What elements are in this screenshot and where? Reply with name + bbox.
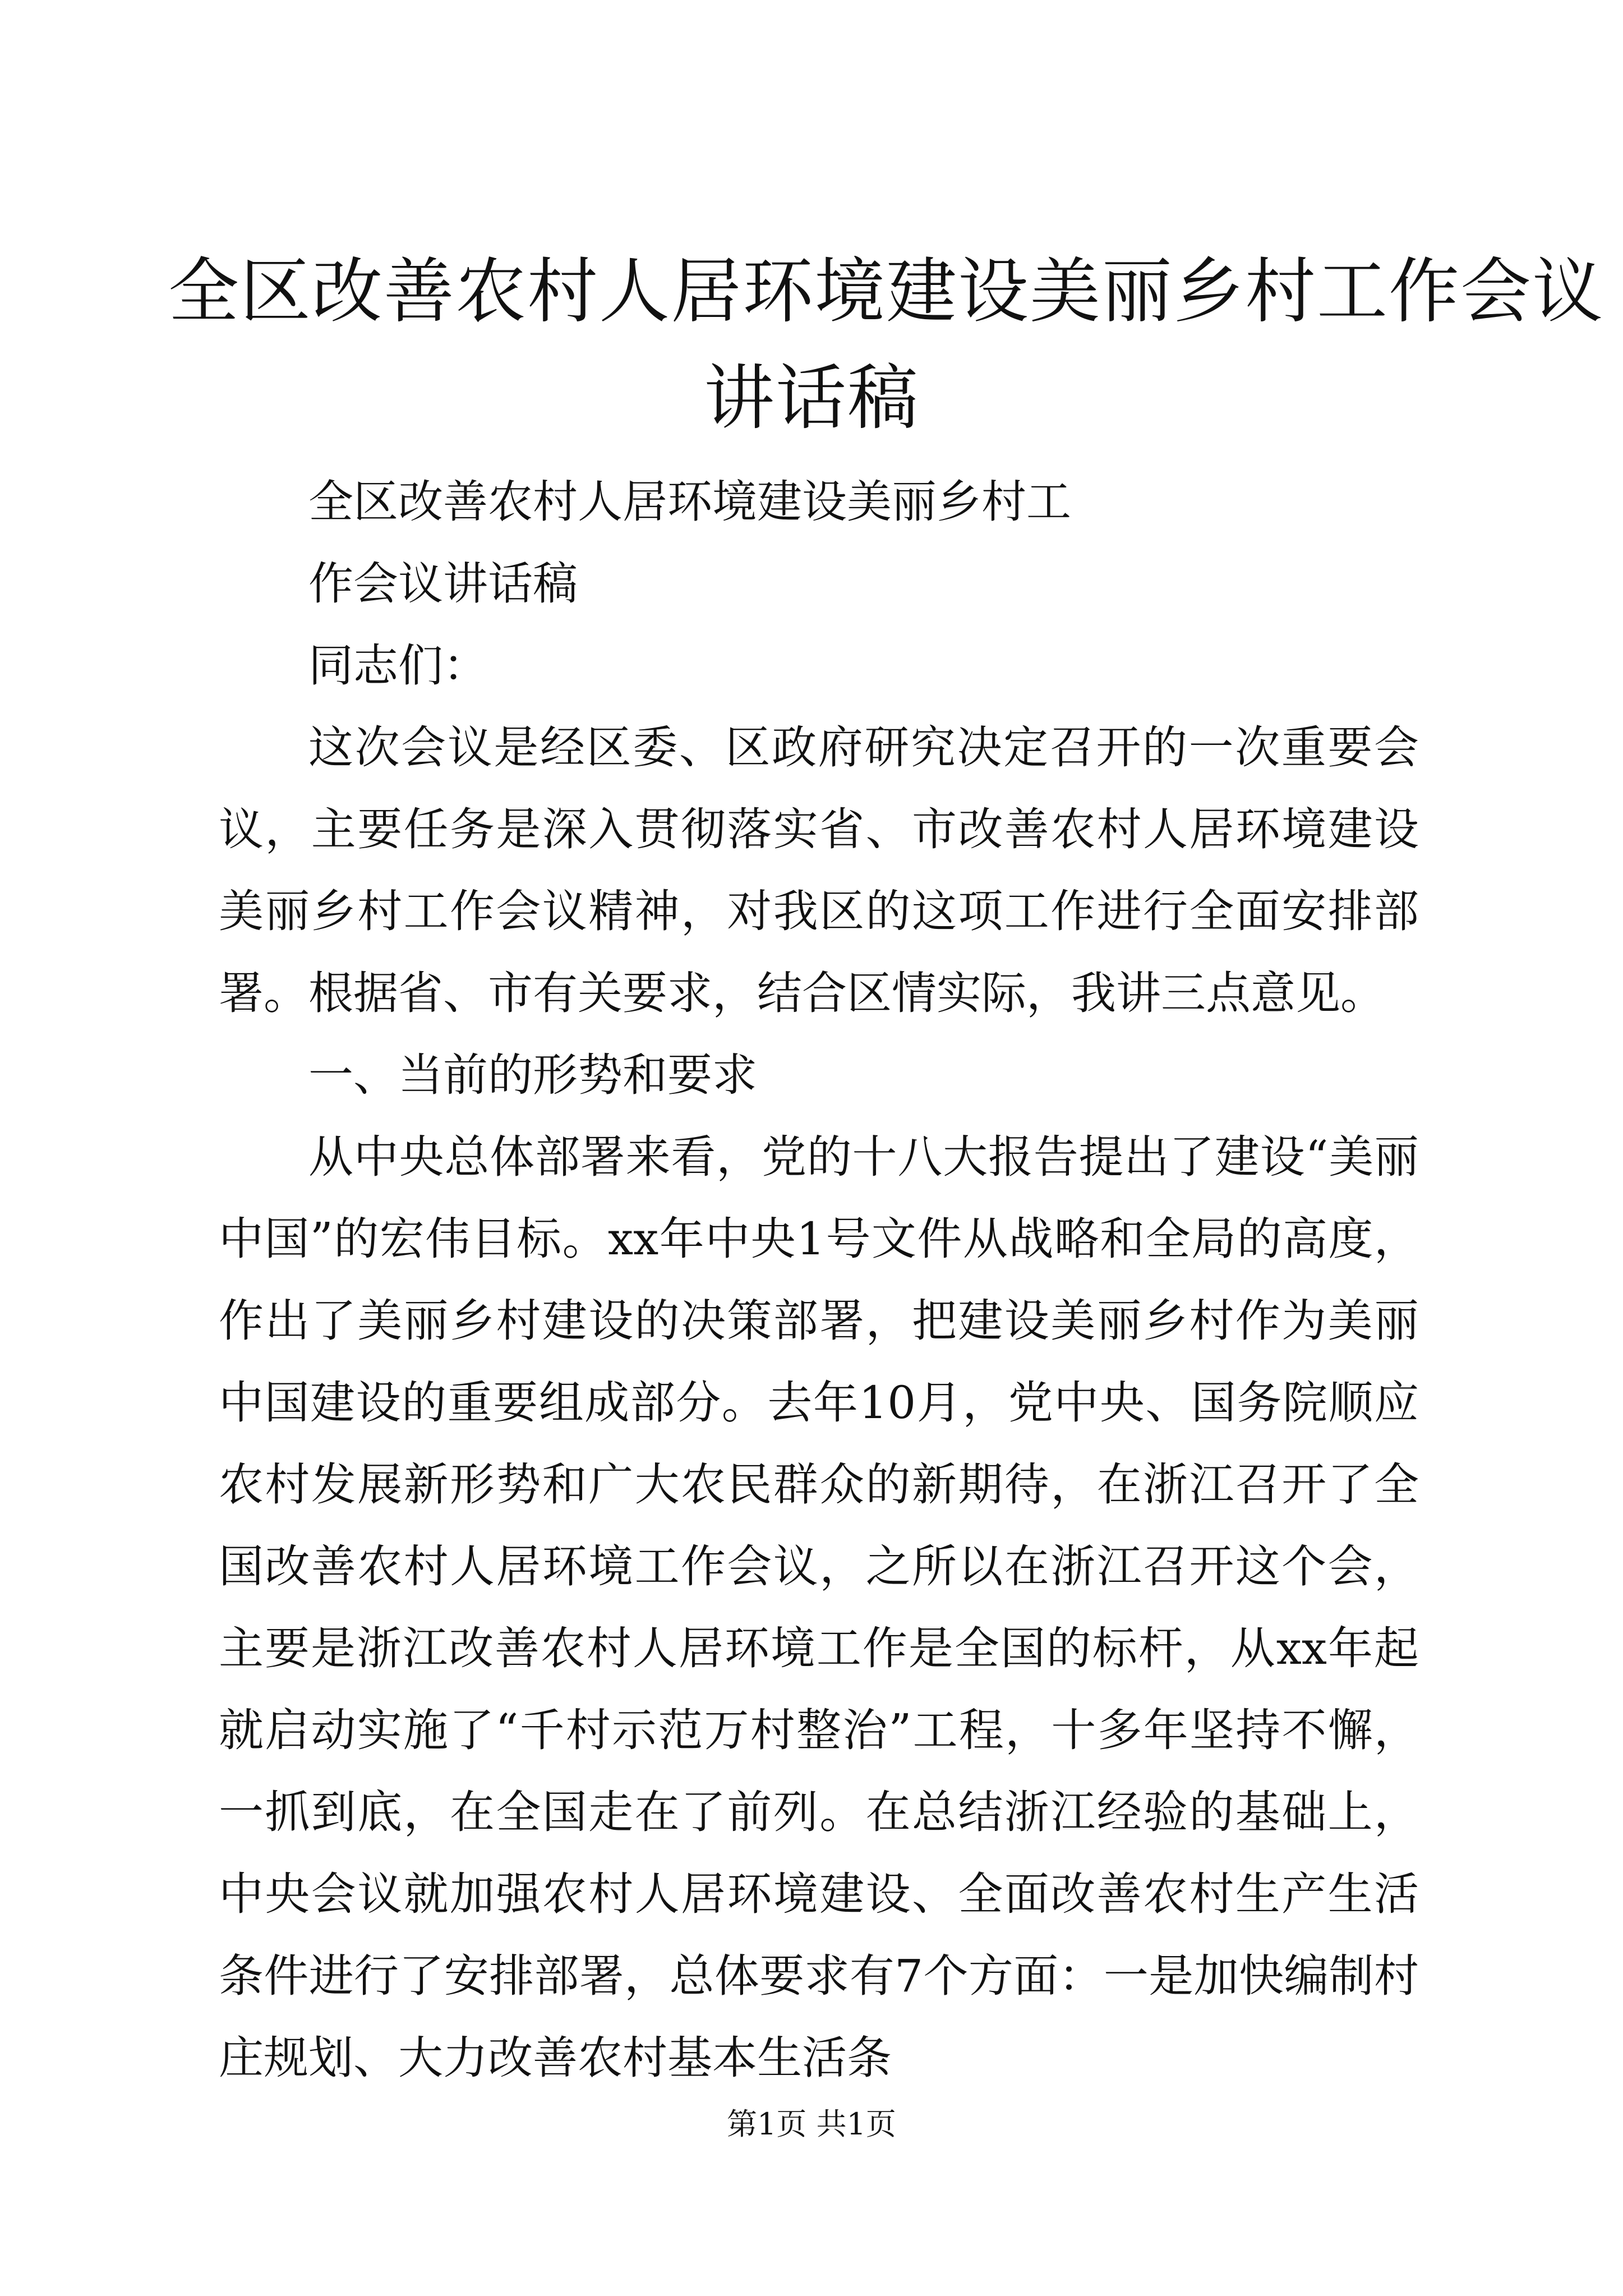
document-title-line-2: 讲话稿 <box>704 357 919 439</box>
section-heading-1: 一、当前的形势和要求 <box>308 1049 757 1101</box>
document-title <box>168 238 1604 452</box>
body-paragraph-situation: 从中央总体部署来看，党的十八大报告提出了建设“美丽中国”的宏伟目标。xx年中央1号文件从战略和全局的高度，作出了美丽乡村建设的决策部署，把建设美丽乡村作为美丽中国建设的重要组成部分。去年10月，党中央、国务院顺应农村发展新形势和广大农民群众的新期待，在浙江召开了全国改善农村人居环境工作会议，之所以在浙江召开这个会，主要是浙江改善农村人居环境工作是全国的标杆，从xx年起就启动实施了“千村示范万村整治”工程，十多年坚持不懈，一抓到底，在全国走在了前列。在总结浙江经验的基础上，中央会议就加强农村人居环境建设、全面改善农村生产生活条件进行了安排部署，总体要求有7个方面：一是加快编制村庄规划、大力改善农村基本生活条 <box>219 1131 1419 2084</box>
salutation: 同志们： <box>308 639 488 692</box>
document-title-line-1: 全区改善农村人居环境建设美丽乡村工作会议 <box>168 250 1604 333</box>
subtitle-line-2: 作会议讲话稿 <box>308 558 578 610</box>
document-body <box>219 461 1419 2099</box>
body-paragraph-intro: 这次会议是经区委、区政府研究决定召开的一次重要会议，主要任务是深入贯彻落实省、市改善农村人居环境建设美丽乡村工作会议精神，对我区的这项工作进行全面安排部署。根据省、市有关要求，结合区情实际，我讲三点意见。 <box>219 721 1419 1019</box>
page-footer: 第1页 共1页 <box>727 2106 896 2142</box>
subtitle-line-1: 全区改善农村人居环境建设美丽乡村工 <box>308 476 1071 528</box>
